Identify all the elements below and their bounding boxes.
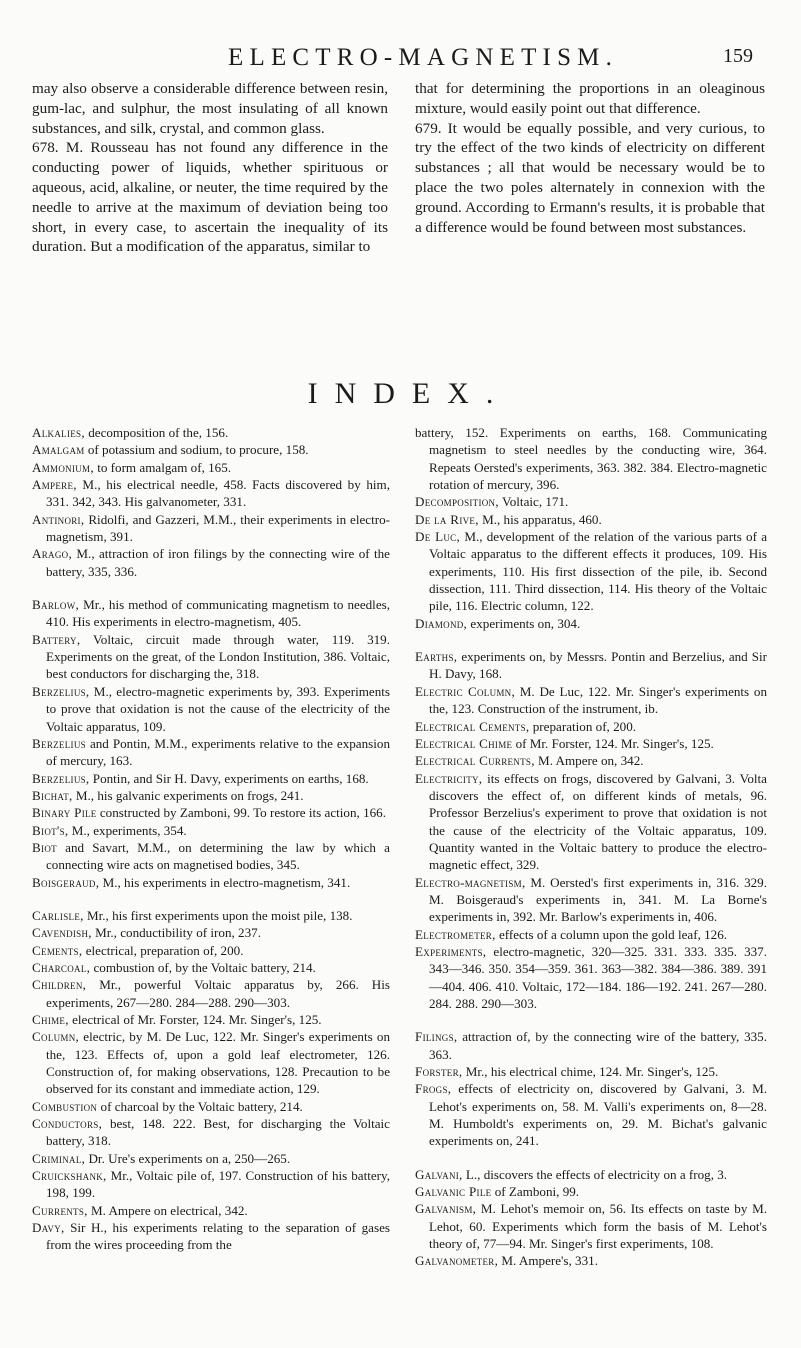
index-entry: [32, 1167, 390, 1202]
index-entry-text: electro-magnetic, 320—325. 331. 333. 335. 337. 343—346. 350. 354—359. 361. 363—382. 384—386. 389. 391—404. 406. 410. Voltaic, 172—184. 186—192. 241. 267—280. 284. 288. 290—303.: [429, 943, 767, 1011]
index-entry-text: Dr. Ure's experiments on a, 250—265.: [85, 1150, 291, 1166]
index-headword: Electrical Chime: [415, 735, 513, 751]
index-headword: Carlisle,: [32, 907, 84, 923]
index-headword: Decomposition,: [415, 494, 499, 510]
index-entry-text: and Pontin, M.M., experiments relative to the expansion of mercury, 163.: [46, 735, 390, 769]
index-headword: De Luc,: [415, 529, 461, 545]
index-entry: [415, 943, 767, 1012]
index-entry-text: Mr., powerful Voltaic apparatus by, 266. His experiments, 267—280. 284—288. 290—303.: [46, 977, 390, 1010]
index-entry: [415, 648, 767, 683]
index-entry: [32, 441, 390, 458]
index-entry: [32, 596, 390, 631]
running-title: ELECTRO-MAGNETISM.: [228, 44, 619, 71]
index-headword: Galvani,: [415, 1166, 463, 1182]
index-entry: [32, 942, 390, 959]
index-entry: [32, 459, 390, 476]
index-entry-text: of potassium and sodium, to procure, 158.: [84, 442, 309, 458]
index-entry: [415, 528, 767, 615]
index-entry: [32, 683, 390, 735]
index-entry-text: Mr., conductibility of iron, 237.: [91, 925, 261, 941]
index-entry: [32, 976, 390, 1011]
index-entry-text: battery, 152. Experiments on earths, 168. Communicating magnetism to steel needles by the conducting wire, 364. Repeats Oersted's experiments, 363. 382. 384. Electro-magnetic rotation of mercury, 396.: [415, 425, 767, 493]
index-entry: [415, 770, 767, 874]
index-entry: [415, 874, 767, 926]
index-entry-text: Mr., his first experiments upon the moist pile, 138.: [83, 907, 353, 923]
index-headword: Electric Column,: [415, 683, 516, 699]
index-headword: Ampere,: [32, 477, 77, 493]
index-entry: [415, 1080, 767, 1149]
index-entry: [415, 511, 767, 528]
running-head: [0, 44, 801, 74]
index-headword: Frogs,: [415, 1081, 452, 1097]
index-entry: [32, 959, 390, 976]
index-headword: Combustion: [32, 1098, 98, 1114]
index-entry-text: M. Oersted's first experiments in, 316. 329. M. Boisgeraud's experiments in, 341. M. La Borne's experiments in, 392. Mr. Barlow's experiments in, 406.: [429, 874, 767, 925]
index-headword: Battery,: [32, 631, 81, 647]
index-headword: Antinori,: [32, 511, 85, 527]
index-entry: [32, 770, 390, 787]
page-number: 159: [723, 45, 753, 67]
index-entry-text: of charcoal by the Voltaic battery, 214.: [97, 1098, 303, 1114]
index-headword: Charcoal,: [32, 959, 91, 975]
index-headword: Electrometer,: [415, 926, 496, 942]
index-entry-text: of Zamboni, 99.: [491, 1184, 580, 1200]
index-headword: Boisgeraud,: [32, 874, 100, 890]
index-headword: Electrical Cements,: [415, 718, 530, 734]
index-headword: Barlow,: [32, 597, 80, 613]
index-entry: [32, 735, 390, 770]
index-entry-text: Mr., his method of communicating magnetism to needles, 410. His experiments in electro-magnetism, 405.: [46, 597, 390, 630]
index-headword: Experiments,: [415, 943, 487, 959]
index-entry: [32, 1098, 390, 1115]
index-entry: [32, 1202, 390, 1219]
index-headword: Electrical Currents,: [415, 753, 535, 769]
index-headword: Binary Pile: [32, 805, 97, 821]
index-entry: [32, 839, 390, 874]
index-entry-text: Ridolfi, and Gazzeri, M.M., their experiments in electro-magnetism, 391.: [46, 511, 390, 545]
index-entry-text: best, 148. 222. Best, for discharging the Voltaic battery, 318.: [46, 1116, 390, 1149]
index-entry-text: M., experiments, 354.: [68, 822, 187, 838]
index-headword: Cavendish,: [32, 925, 92, 941]
index-entry: [415, 1028, 767, 1063]
index-entry-text: preparation of, 200.: [529, 718, 637, 734]
index-headword: Criminal,: [32, 1150, 86, 1166]
index-entry: [32, 1219, 390, 1254]
index-entry-text: Pontin, and Sir H. Davy, experiments on earths, 168.: [89, 770, 369, 786]
index-entry: [415, 1183, 767, 1200]
index-entry: [32, 631, 390, 683]
index-column-left: [32, 424, 390, 1254]
index-entry-text: Voltaic, 171.: [498, 494, 569, 510]
index-entry: [32, 822, 390, 839]
index-headword: Berzelius,: [32, 770, 90, 786]
index-headword: Alkalies,: [32, 425, 85, 440]
index-entry: [415, 424, 767, 493]
index-entry: [32, 424, 390, 441]
index-entry-text: M., his apparatus, 460.: [478, 511, 602, 527]
index-entry-text: M. Ampere on, 342.: [534, 753, 644, 769]
index-entry-text: its effects on frogs, discovered by Galvani, 3. Volta discovers the effect of, on different kinds of metals, 96. Professor Berzelius's experiment to prove that oxidation is not the cause of the electricity of the Voltaic apparatus, 109. Quantity wanted in the Voltaic battery to produce the electro-magnetic effect, 329.: [429, 770, 767, 873]
index-entry-text: experiments on, 304.: [467, 615, 581, 631]
index-headword: Children,: [32, 977, 87, 993]
index-entry: [32, 511, 390, 546]
index-entry-text: decomposition of the, 156.: [84, 425, 229, 440]
index-headword: Amalgam: [32, 442, 85, 458]
index-headword: Currents,: [32, 1202, 88, 1218]
index-headword: Davy,: [32, 1220, 65, 1236]
paragraph: 679. It would be equally possible, and very curious, to try the effect of the two kinds of electricity on different substances ; all that would be necessary would be to place the two poles alternately in connexion with the ground. According to Ermann's results, it is probable that a difference would be found between most substances.: [415, 119, 765, 236]
index-entry-text: M., his electrical needle, 458. Facts discovered by him, 331. 342, 343. His galvanometer, 331.: [46, 477, 390, 510]
index-headword: Chime,: [32, 1012, 69, 1027]
index-entry: [415, 493, 767, 510]
index-entry: [32, 1028, 390, 1097]
index-entry: [415, 615, 767, 632]
index-headword: Diamond,: [415, 615, 468, 631]
index-entry: [415, 683, 767, 718]
index-headword: Filings,: [415, 1029, 458, 1045]
index-column-right: [415, 424, 767, 1270]
index-headword: Berzelius: [32, 735, 86, 751]
body-column-right: [415, 79, 765, 237]
index-entry-text: M. Lehot's memoir on, 56. Its effects on taste by M. Lehot, 60. Experiments which form the basis of M. Lehot's theory of, 77—94. Mr. Singer's first experiments, 108.: [429, 1201, 767, 1252]
index-entry-text: M., his experiments in electro-magnetism, 341.: [99, 874, 351, 890]
index-entry: [32, 787, 390, 804]
index-entry: [32, 1150, 390, 1167]
index-entry-text: M., development of the relation of the various parts of a Voltaic apparatus to the different effects it produces, 109. His experiments, 110. His first dissection of the pile, ib. Second dissection, 111. Third dissection, 114. His theory of the Voltaic pile, 116. Electric column, 122.: [429, 529, 768, 614]
index-entry-text: of Mr. Forster, 124. Mr. Singer's, 125.: [512, 735, 714, 751]
index-headword: Electricity,: [415, 770, 483, 786]
body-column-left: [32, 79, 388, 257]
index-entry: [415, 1200, 767, 1252]
index-entry-text: to form amalgam of, 165.: [93, 459, 232, 475]
index-entry: [32, 924, 390, 941]
index-entry: [32, 1011, 390, 1028]
index-entry: [32, 1115, 390, 1150]
paragraph: 678. M. Rousseau has not found any difference in the conducting power of liquids, whether spirituous or aqueous, acid, alkaline, or neuter, the time required by the needle to arrive at the maximum of deviation being too short, in every case, to ascertain the inequality of its duration. But a modification of the apparatus, similar to: [32, 139, 388, 256]
paragraph: may also observe a considerable difference between resin, gum-lac, and sulphur, the most insulating of all known substances, and silk, crystal, and common glass.: [32, 80, 388, 137]
index-entry-text: electrical, preparation of, 200.: [82, 942, 244, 958]
index-headword: Galvanic Pile: [415, 1184, 492, 1200]
index-entry-text: effects of electricity on, discovered by Galvani, 3. M. Lehot's experiments on, 58. M. Valli's experiments on, 8—28. M. Humboldt's experiments on, 29. M. Bichat's galvanic experiments on, 241.: [429, 1081, 767, 1149]
index-headword: Cruickshank,: [32, 1168, 107, 1184]
index-entry-text: experiments on, by Messrs. Pontin and Berzelius, and Sir H. Davy, 168.: [429, 649, 767, 682]
index-entry: [32, 907, 390, 924]
index-heading: INDEX.: [307, 377, 511, 410]
index-entry: [32, 804, 390, 821]
index-entry-text: Mr., his electrical chime, 124. Mr. Singer's, 125.: [462, 1064, 719, 1080]
index-headword: Earths,: [415, 649, 458, 665]
index-entry-text: M. De Luc, 122. Mr. Singer's experiments on the, 123. Construction of the instrument, ib.: [429, 683, 767, 717]
index-headword: Arago,: [32, 546, 73, 562]
index-entry-text: M., attraction of iron filings by the connecting wire of the battery, 335, 336.: [46, 546, 390, 579]
index-entry-text: Mr., Voltaic pile of, 197. Construction of his battery, 198, 199.: [46, 1168, 390, 1201]
index-entry-text: M., electro-magnetic experiments by, 393. Experiments to prove that oxidation is not the cause of the electricity of the Voltaic apparatus, 109.: [46, 683, 390, 734]
index-entry: [32, 545, 390, 580]
index-entry-text: M. Ampere's, 331.: [498, 1253, 598, 1269]
index-headword: Galvanometer,: [415, 1253, 499, 1269]
index-headword: Biot: [32, 839, 57, 855]
index-headword: Galvanism,: [415, 1201, 477, 1217]
index-entry-text: M., his galvanic experiments on frogs, 241.: [72, 787, 304, 803]
index-headword: Column,: [32, 1029, 80, 1045]
index-headword: Forster,: [415, 1064, 463, 1080]
index-entry-text: electric, by M. De Luc, 122. Mr. Singer's experiments on the, 123. Effects of, upon a gold leaf electrometer, 126. Construction of, for making observations, 128. Precaution to be observed for its constant and immediate action, 129.: [46, 1029, 390, 1097]
index-entry: [32, 874, 390, 891]
paragraph: that for determining the proportions in an oleaginous mixture, would easily point out that difference.: [415, 80, 765, 117]
index-entry-text: M. Ampere on electrical, 342.: [87, 1202, 248, 1218]
index-entry-text: Sir H., his experiments relating to the separation of gases from the wires proceeding from the: [46, 1220, 390, 1253]
index-entry-text: effects of a column upon the gold leaf, 126.: [495, 926, 728, 942]
index-entry-text: combustion of, by the Voltaic battery, 214.: [90, 959, 316, 975]
index-headword: De la Rive,: [415, 511, 479, 527]
index-entry-text: L., discovers the effects of electricity on a frog, 3.: [462, 1166, 728, 1182]
index-headword: Cements,: [32, 942, 83, 958]
index-headword: Biot's,: [32, 822, 69, 838]
index-headword: Electro-magnetism,: [415, 874, 526, 890]
index-entry: [415, 926, 767, 943]
index-entry-text: attraction of, by the connecting wire of the battery, 335. 363.: [429, 1029, 767, 1062]
index-entry: [415, 1252, 767, 1269]
index-entry-text: and Savart, M.M., on determining the law by which a connecting wire acts on magnetised bodies, 345.: [46, 839, 390, 873]
index-headword: Ammonium,: [32, 459, 94, 475]
index-entry: [415, 1063, 767, 1080]
index-entry-text: electrical of Mr. Forster, 124. Mr. Singer's, 125.: [68, 1012, 322, 1027]
index-entry: [415, 718, 767, 735]
index-entry-text: constructed by Zamboni, 99. To restore its action, 166.: [96, 805, 386, 821]
index-headword: Conductors,: [32, 1116, 103, 1132]
index-headword: Berzelius,: [32, 683, 90, 699]
index-headword: Bichat,: [32, 787, 73, 803]
index-entry: [32, 476, 390, 511]
index-entry: [415, 735, 767, 752]
index-entry: [415, 1166, 767, 1183]
index-entry: [415, 752, 767, 769]
index-entry-text: Voltaic, circuit made through water, 119. 319. Experiments on the great, of the London Institution, 386. Voltaic, best conductors for discharging the, 318.: [46, 631, 390, 682]
